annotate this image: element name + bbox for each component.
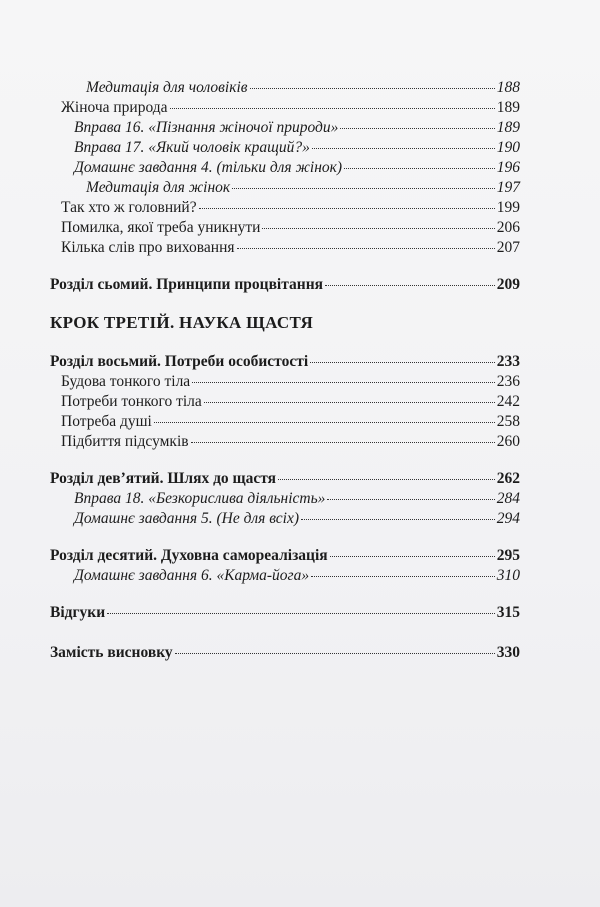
dot-leader: [330, 556, 495, 557]
dot-leader: [191, 442, 495, 443]
toc-entry-title: Вправа 17. «Який чоловік кращий?»: [74, 139, 310, 156]
dot-leader: [327, 499, 494, 500]
toc-entry-page: 284: [496, 490, 520, 507]
toc-entry-page: 196: [496, 159, 520, 176]
toc-entry-page: 188: [496, 79, 520, 96]
dot-leader: [170, 108, 495, 109]
toc-entry: [74, 138, 520, 158]
toc-entry-title: Кілька слів про виховання: [61, 239, 235, 256]
toc-entry-title: Розділ сьомий. Принципи процвітання: [50, 276, 324, 293]
dot-leader: [311, 576, 495, 577]
toc-entry-title: Домашнє завдання 5. (Не для всіх): [74, 510, 300, 527]
toc-entry-title: Відгуки: [50, 604, 106, 621]
toc-entry: [74, 489, 520, 509]
toc-entry-page: 206: [496, 219, 520, 236]
dot-leader: [107, 613, 495, 614]
toc-entry: [86, 78, 520, 98]
toc-entry-page: 295: [496, 547, 520, 564]
toc-entry-title: Медитація для чоловіків: [86, 79, 248, 96]
dot-leader: [199, 208, 495, 209]
section-heading: КРОК ТРЕТІЙ. НАУКА ЩАСТЯ: [50, 313, 314, 332]
toc-entry-title: Помилка, якої треба уникнути: [61, 219, 261, 236]
toc-entry-title: Вправа 16. «Пізнання жіночої природи»: [74, 119, 339, 136]
toc-entry-title: Потреба душі: [61, 413, 152, 430]
toc-entry-title: Домашнє завдання 6. «Карма-йога»: [74, 567, 310, 584]
toc-entry-page: 315: [496, 604, 520, 621]
toc-chapter-entry: [50, 643, 520, 663]
toc-entry-title: Так хто ж головний?: [61, 199, 197, 216]
dot-leader: [344, 168, 495, 169]
toc-chapter-entry: [50, 603, 520, 623]
toc-entry-page: 310: [496, 567, 520, 584]
dot-leader: [237, 248, 495, 249]
dot-leader: [310, 362, 495, 363]
toc-entry: [61, 238, 520, 258]
toc-entry-title: Медитація для жінок: [86, 179, 231, 196]
toc-entry-page: 236: [496, 373, 520, 390]
toc-entry-title: Потреби тонкого тіла: [61, 393, 202, 410]
toc-entry-title: Жіноча природа: [61, 99, 168, 116]
toc-entry-title: Домашнє завдання 4. (тільки для жінок): [74, 159, 343, 176]
toc-entry: [61, 198, 520, 218]
toc-entry: [61, 98, 520, 118]
toc-entry-page: 189: [496, 119, 520, 136]
toc-entry-title: Будова тонкого тіла: [61, 373, 191, 390]
dot-leader: [154, 422, 495, 423]
toc-chapter-entry: [50, 546, 520, 566]
toc-entry-title: Вправа 18. «Безкорислива діяльність»: [74, 490, 326, 507]
toc-entry-page: 233: [496, 353, 520, 370]
toc-entry: [61, 412, 520, 432]
toc-entry-title: Замість висновку: [50, 644, 173, 661]
dot-leader: [262, 228, 494, 229]
toc-entry: [74, 509, 520, 529]
toc-entry-title: Підбиття підсумків: [61, 433, 189, 450]
toc-entry: [61, 218, 520, 238]
toc-entry: [74, 158, 520, 178]
toc-entry-page: 189: [496, 99, 520, 116]
toc-entry: [86, 178, 520, 198]
dot-leader: [325, 285, 495, 286]
toc-entry: [74, 118, 520, 138]
toc-chapter-entry: [50, 275, 520, 295]
toc-entry: [74, 566, 520, 586]
toc-entry-page: 262: [496, 470, 520, 487]
toc-entry-page: 330: [496, 644, 520, 661]
toc-chapter-entry: [50, 352, 520, 372]
toc-entry-page: 199: [496, 199, 520, 216]
toc-entry-page: 190: [496, 139, 520, 156]
toc-entry-page: 258: [496, 413, 520, 430]
toc-entry-title: Розділ восьмий. Потреби особистості: [50, 353, 309, 370]
toc-entry-page: 294: [496, 510, 520, 527]
dot-leader: [175, 653, 495, 654]
toc-chapter-entry: [50, 469, 520, 489]
dot-leader: [301, 519, 495, 520]
toc-entry-page: 242: [496, 393, 520, 410]
toc-entry: [61, 392, 520, 412]
toc-entry: [61, 432, 520, 452]
toc-entry: [61, 372, 520, 392]
dot-leader: [204, 402, 495, 403]
toc-entry-title: Розділ дев’ятий. Шлях до щастя: [50, 470, 277, 487]
dot-leader: [232, 188, 495, 189]
toc-entry-page: 207: [496, 239, 520, 256]
dot-leader: [312, 148, 495, 149]
toc-entry-title: Розділ десятий. Духовна самореалізація: [50, 547, 328, 564]
dot-leader: [192, 382, 495, 383]
dot-leader: [278, 479, 495, 480]
toc-entry-page: 260: [496, 433, 520, 450]
dot-leader: [340, 128, 494, 129]
toc-entry-page: 197: [496, 179, 520, 196]
toc-entry-page: 209: [496, 276, 520, 293]
dot-leader: [250, 88, 495, 89]
